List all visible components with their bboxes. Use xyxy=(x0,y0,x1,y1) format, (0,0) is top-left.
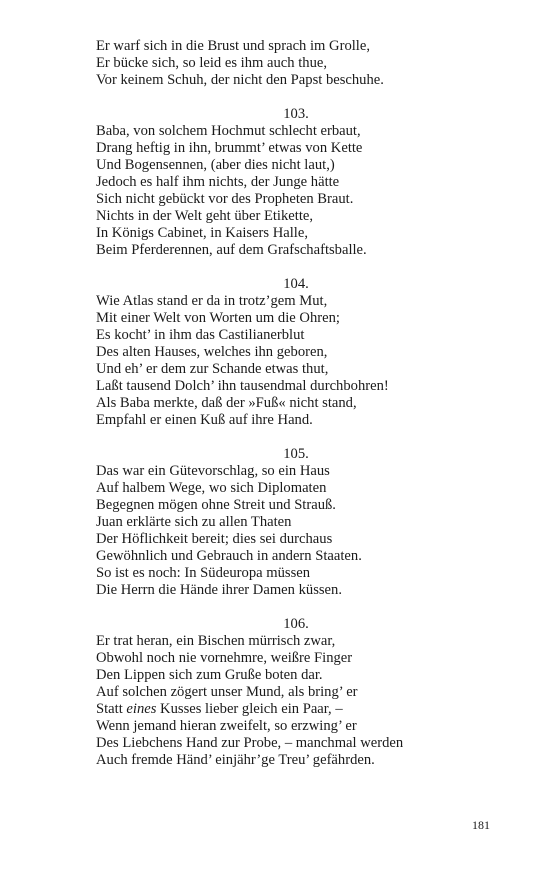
verse-line: Als Baba merkte, daß der »Fuß« nicht stand, xyxy=(96,395,357,411)
verse-line: Laßt tausend Dolch’ ihn tausendmal durchbohren! xyxy=(96,378,389,394)
verse-line: Die Herrn die Hände ihrer Damen küssen. xyxy=(96,582,342,598)
verse-line: Juan erklärte sich zu allen Thaten xyxy=(96,514,292,530)
verse-line: Mit einer Welt von Worten um die Ohren; xyxy=(96,310,340,326)
poem-page xyxy=(96,38,496,769)
verse-line: Das war ein Gütevorschlag, so ein Haus xyxy=(96,463,330,479)
verse-line-with-emphasis xyxy=(96,701,496,718)
verse-line: Vor keinem Schuh, der nicht den Papst beschuhe. xyxy=(96,72,384,88)
verse-line: Der Höflichkeit bereit; dies sei durchaus xyxy=(96,531,333,547)
verse-line: Des alten Hauses, welches ihn geboren, xyxy=(96,344,328,360)
verse-line: Obwohl noch nie vornehmre, weißre Finger xyxy=(96,650,353,666)
verse-line: Er trat heran, ein Bischen mürrisch zwar, xyxy=(96,633,336,649)
verse-line: Wenn jemand hieran zweifelt, so erzwing’ er xyxy=(96,718,357,734)
verse-line: Empfahl er einen Kuß auf ihre Hand. xyxy=(96,412,313,428)
verse-line: Nichts in der Welt geht über Etikette, xyxy=(96,208,313,224)
stanza-104 xyxy=(96,293,496,429)
verse-line: Und Bogensennen, (aber dies nicht laut,) xyxy=(96,157,335,173)
stanza-102-continuation xyxy=(96,38,496,89)
verse-line: Gewöhnlich und Gebrauch in andern Staaten. xyxy=(96,548,362,564)
stanza-106 xyxy=(96,633,496,769)
stanza-number: 103. xyxy=(283,106,309,122)
stanza-number: 106. xyxy=(283,616,309,632)
verse-line: Jedoch es half ihm nichts, der Junge hätte xyxy=(96,174,340,190)
verse-line: Drang heftig in ihn, brummt’ etwas von Kette xyxy=(96,140,363,156)
verse-line: Wie Atlas stand er da in trotz’gem Mut, xyxy=(96,293,328,309)
verse-line: Und eh’ er dem zur Schande etwas thut, xyxy=(96,361,329,377)
emphasized-word: eines xyxy=(126,701,157,717)
verse-line: So ist es noch: In Südeuropa müssen xyxy=(96,565,311,581)
verse-line: Beim Pferderennen, auf dem Grafschaftsballe. xyxy=(96,242,367,258)
verse-text: Statt xyxy=(96,701,127,717)
verse-line: Den Lippen sich zum Gruße boten dar. xyxy=(96,667,323,683)
verse-line: Er warf sich in die Brust und sprach im Grolle, xyxy=(96,38,370,54)
page-number: 181 xyxy=(472,818,490,832)
verse-text: Kusses lieber gleich ein Paar, – xyxy=(156,701,343,717)
verse-line: Begegnen mögen ohne Streit und Strauß. xyxy=(96,497,336,513)
verse-line: Des Liebchens Hand zur Probe, – manchmal werden xyxy=(96,735,404,751)
verse-line: Baba, von solchem Hochmut schlecht erbaut, xyxy=(96,123,361,139)
verse-line: Sich nicht gebückt vor des Propheten Braut. xyxy=(96,191,354,207)
stanza-number: 104. xyxy=(283,276,309,292)
verse-line: Er bücke sich, so leid es ihm auch thue, xyxy=(96,55,328,71)
verse-line: Es kocht’ in ihm das Castilianerblut xyxy=(96,327,305,343)
verse-line: In Königs Cabinet, in Kaisers Halle, xyxy=(96,225,308,241)
verse-line: Auch fremde Händ’ einjähr’ge Treu’ gefährden. xyxy=(96,752,375,768)
stanza-number: 105. xyxy=(283,446,309,462)
stanza-105 xyxy=(96,463,496,599)
verse-line: Auf halbem Wege, wo sich Diplomaten xyxy=(96,480,327,496)
stanza-103 xyxy=(96,123,496,259)
verse-line: Auf solchen zögert unser Mund, als bring’ er xyxy=(96,684,358,700)
